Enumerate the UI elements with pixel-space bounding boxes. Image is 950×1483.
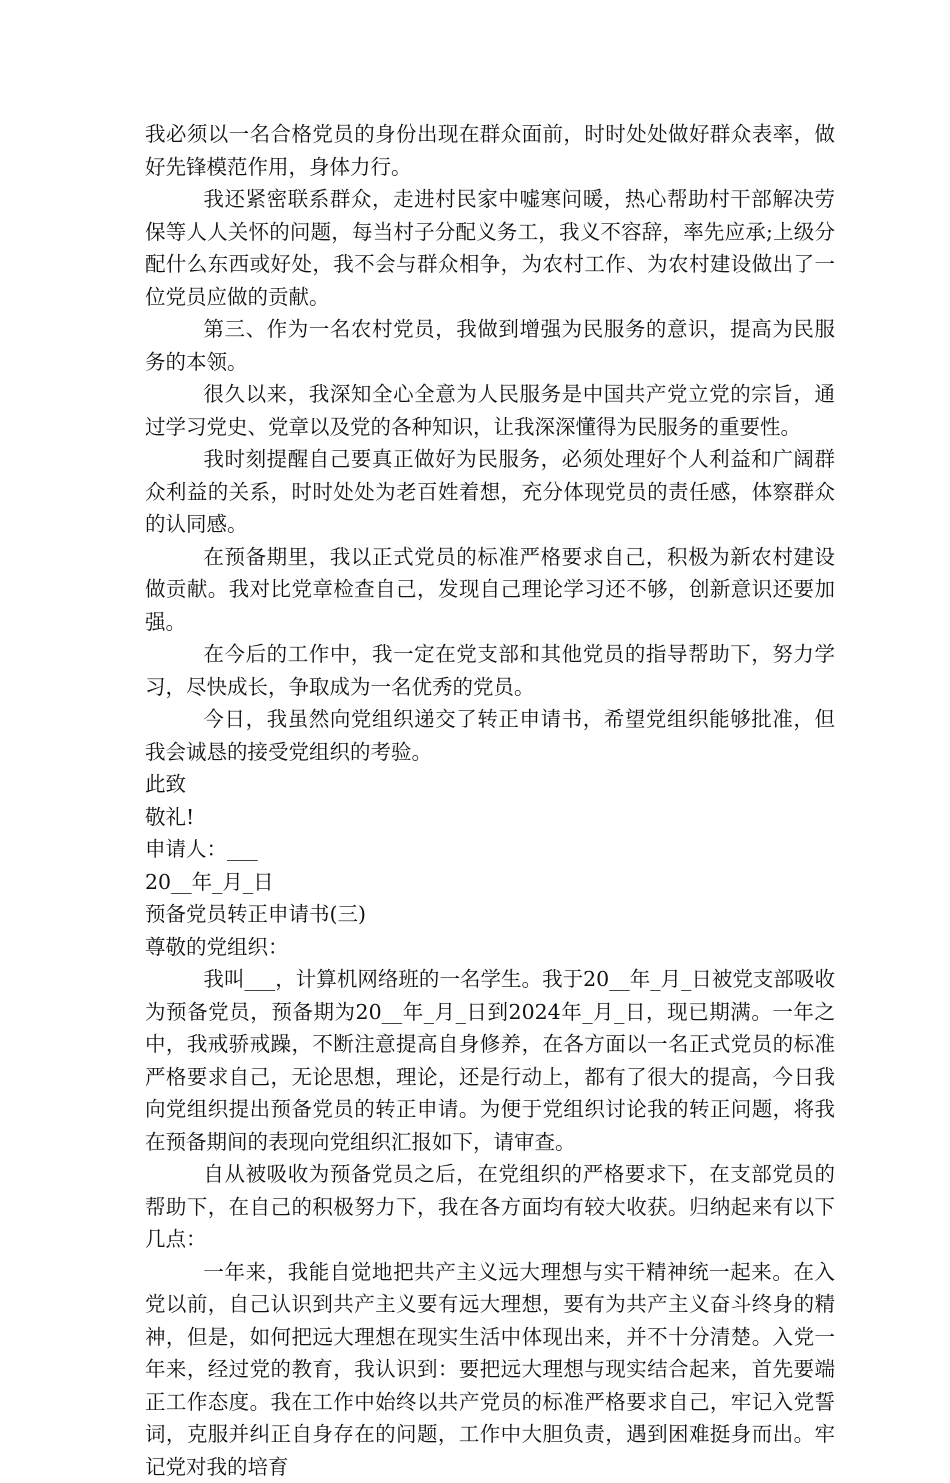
paragraph: 在今后的工作中，我一定在党支部和其他党员的指导帮助下，努力学习，尽快成长，争取成为一名优秀的党员。 (145, 638, 835, 703)
document-body (145, 118, 835, 1483)
paragraph: 在预备期里，我以正式党员的标准严格要求自己，积极为新农村建设做贡献。我对比党章检查自己，发现自己理论学习还不够，创新意识还要加强。 (145, 541, 835, 639)
paragraph: 自从被吸收为预备党员之后，在党组织的严格要求下，在支部党员的帮助下，在自己的积极努力下，我在各方面均有较大收获。归纳起来有以下几点： (145, 1158, 835, 1256)
closing-salute: 此致 (145, 768, 835, 801)
paragraph: 我叫___，计算机网络班的一名学生。我于20__年_月_日被党支部吸收为预备党员，预备期为20__年_月_日到2024年_月_日，现已期满。一年之中，我戒骄戒躁，不断注意提高自身修养，在各方面以一名正式党员的标准严格要求自己，无论思想，理论，还是行动上，都有了很大的提高，今日我向党组织提出预备党员的转正申请。为便于党组织讨论我的转正问题，将我在预备期间的表现向党组织汇报如下，请审查。 (145, 963, 835, 1158)
date-line: 20__年_月_日 (145, 866, 835, 899)
paragraph: 很久以来，我深知全心全意为人民服务是中国共产党立党的宗旨，通过学习党史、党章以及党的各种知识，让我深深懂得为民服务的重要性。 (145, 378, 835, 443)
paragraph: 第三、作为一名农村党员，我做到增强为民服务的意识，提高为民服务的本领。 (145, 313, 835, 378)
paragraph: 今日，我虽然向党组织递交了转正申请书，希望党组织能够批准，但我会诚恳的接受党组织的考验。 (145, 703, 835, 768)
paragraph: 我时刻提醒自己要真正做好为民服务，必须处理好个人利益和广阔群众利益的关系，时时处处为老百姓着想，充分体现党员的责任感，体察群众的认同感。 (145, 443, 835, 541)
paragraph: 我必须以一名合格党员的身份出现在群众面前，时时处处做好群众表率，做好先锋模范作用，身体力行。 (145, 118, 835, 183)
paragraph: 我还紧密联系群众，走进村民家中嘘寒问暖，热心帮助村干部解决劳保等人人关怀的问题，每当村子分配义务工，我义不容辞，率先应承;上级分配什么东西或好处，我不会与群众相争，为农村工作、为农村建设做出了一位党员应做的贡献。 (145, 183, 835, 313)
paragraph: 一年来，我能自觉地把共产主义远大理想与实干精神统一起来。在入党以前，自己认识到共产主义要有远大理想，要有为共产主义奋斗终身的精神，但是，如何把远大理想在现实生活中体现出来，并不十分清楚。入党一年来，经过党的教育，我认识到：要把远大理想与现实结合起来，首先要端正工作态度。我在工作中始终以共产党员的标准严格要求自己，牢记入党誓词，克服并纠正自身存在的问题，工作中大胆负责，遇到困难挺身而出。牢记党对我的培育 (145, 1256, 835, 1483)
closing-regards: 敬礼! (145, 801, 835, 834)
section-title: 预备党员转正申请书(三) (145, 898, 835, 931)
applicant-signature-line: 申请人：___ (145, 833, 835, 866)
greeting: 尊敬的党组织： (145, 931, 835, 964)
